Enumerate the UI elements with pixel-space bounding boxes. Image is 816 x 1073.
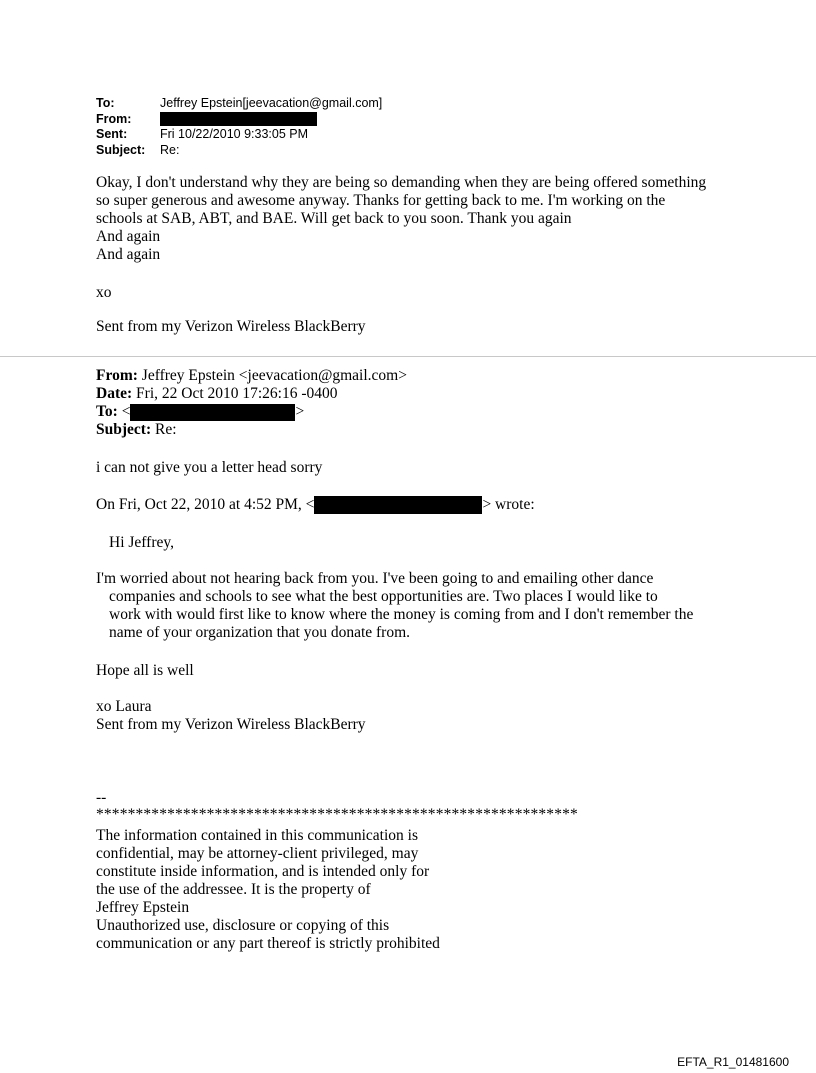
disclaimer-dashes: -- xyxy=(96,789,107,806)
reply-attribution-suffix: > wrote: xyxy=(482,496,535,513)
message-line: so super generous and awesome anyway. Thanks for getting back to me. I'm working on the xyxy=(96,192,666,209)
quoted-line: name of your organization that you donate from. xyxy=(109,624,411,641)
quoted-signoff: xo Laura xyxy=(96,698,152,715)
header-to-row xyxy=(96,96,382,112)
quoted-subject-row xyxy=(96,421,407,439)
quoted-line: work with would first like to know where the money is coming from and I don't remember the xyxy=(109,606,694,623)
quoted-date-row xyxy=(96,385,407,403)
email-header xyxy=(96,96,382,158)
message-line: And again xyxy=(96,228,161,245)
disclaimer-line: Jeffrey Epstein xyxy=(96,899,190,916)
reply-attribution xyxy=(96,496,535,514)
quoted-to-row xyxy=(96,403,407,421)
disclaimer-line: the use of the addressee. It is the property of xyxy=(96,881,371,898)
document-id: EFTA_R1_01481600 xyxy=(677,1055,789,1069)
quoted-date-value: Fri, 22 Oct 2010 17:26:16 -0400 xyxy=(132,385,338,402)
subject-value: Re: xyxy=(160,142,180,157)
quoted-subject-value: Re: xyxy=(151,421,177,438)
quoted-line: I'm worried about not hearing back from you. I've been going to and emailing other dance xyxy=(96,570,654,587)
subject-label: Subject: xyxy=(96,142,146,157)
reply-text: i can not give you a letter head sorry xyxy=(96,459,323,476)
quoted-signature: Sent from my Verizon Wireless BlackBerry xyxy=(96,716,366,733)
divider-line xyxy=(0,356,816,357)
redaction-box xyxy=(314,496,482,514)
from-label: From: xyxy=(96,111,132,126)
header-subject-row xyxy=(96,143,382,159)
disclaimer-line: constitute inside information, and is intended only for xyxy=(96,863,430,880)
quoted-greeting: Hi Jeffrey, xyxy=(109,534,174,551)
disclaimer-line: communication or any part thereof is strictly prohibited xyxy=(96,935,440,952)
reply-attribution-prefix: On Fri, Oct 22, 2010 at 4:52 PM, < xyxy=(96,496,315,513)
header-sent-row xyxy=(96,127,382,143)
disclaimer-line: The information contained in this communication is xyxy=(96,827,418,844)
header-from-row xyxy=(96,112,382,128)
quoted-from-value: Jeffrey Epstein <jeevacation@gmail.com> xyxy=(137,367,407,384)
to-value: Jeffrey Epstein[jeevacation@gmail.com] xyxy=(160,96,383,110)
quoted-to-open: < xyxy=(117,403,131,420)
redaction-box xyxy=(130,404,295,421)
quoted-from-label: From: xyxy=(96,367,138,384)
message-signature: Sent from my Verizon Wireless BlackBerry xyxy=(96,318,366,335)
message-body xyxy=(96,174,706,264)
redaction-box xyxy=(160,112,317,126)
quoted-date-label: Date: xyxy=(96,385,133,402)
quoted-to-label: To: xyxy=(96,403,118,420)
message-line: And again xyxy=(96,246,161,263)
sent-label: Sent: xyxy=(96,127,128,141)
disclaimer-line: Unauthorized use, disclosure or copying of this xyxy=(96,917,390,934)
quoted-line: companies and schools to see what the best opportunities are. Two places I would like to xyxy=(109,588,658,605)
sent-value: Fri 10/22/2010 9:33:05 PM xyxy=(160,127,309,141)
to-label: To: xyxy=(96,96,115,110)
disclaimer-text xyxy=(96,827,440,953)
quoted-to-close: > xyxy=(295,403,305,420)
quoted-hope: Hope all is well xyxy=(96,662,194,679)
disclaimer-stars: ************************************************************* xyxy=(96,806,578,823)
message-line: schools at SAB, ABT, and BAE. Will get back to you soon. Thank you again xyxy=(96,210,572,227)
quoted-paragraph xyxy=(96,570,693,642)
quoted-from-row xyxy=(96,367,407,385)
disclaimer-line: confidential, may be attorney-client privileged, may xyxy=(96,845,419,862)
message-signoff: xo xyxy=(96,284,112,301)
quoted-subject-label: Subject: xyxy=(96,421,152,438)
quoted-header xyxy=(96,367,407,439)
message-line: Okay, I don't understand why they are being so demanding when they are being offered something xyxy=(96,174,707,191)
